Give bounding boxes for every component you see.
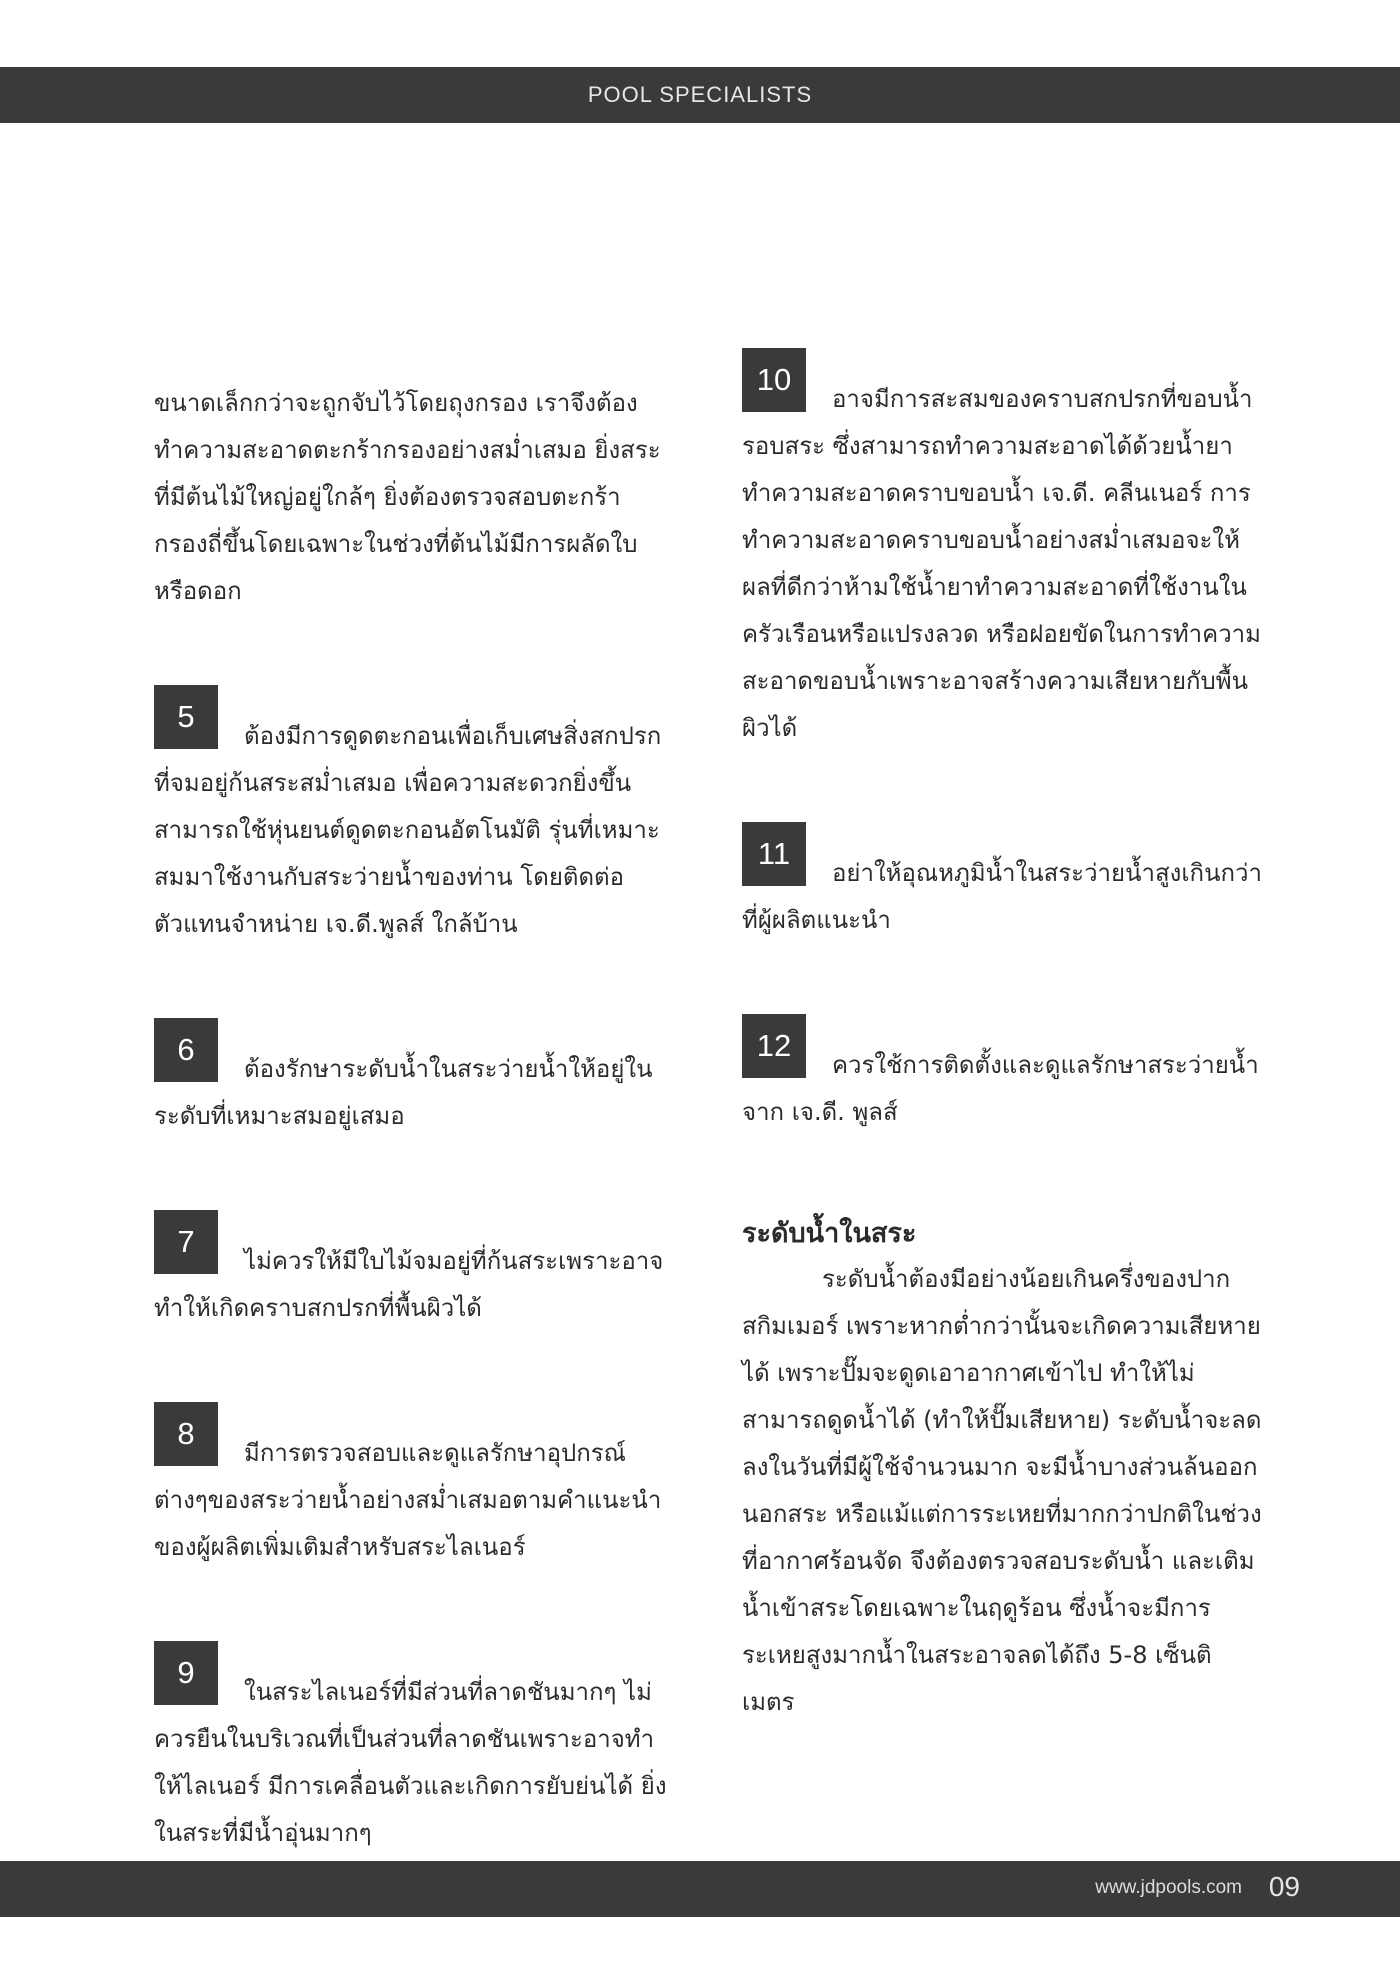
footer-band	[0, 1861, 1400, 1917]
list-item-6	[154, 1018, 674, 1140]
section-body: ระดับน้ำต้องมีอย่างน้อยเกินครึ่งของปากสกิมเมอร์ เพราะหากต่ำกว่านั้นจะเกิดความเสียหายได้ เพราะปั๊มจะดูดเอาอากาศเข้าไป ทำให้ไม่สามารถดูดน้ำได้ (ทำให้ปั๊มเสียหาย) ระดับน้ำจะลดลงในวันที่มีผู้ใช้จำนวนมาก จะมีน้ำบางส่วนล้นออกนอกสระ หรือแม้แต่การระเหยที่มากกว่าปกติในช่วงที่อากาศร้อนจัด จึงต้องตรวจสอบระดับน้ำ และเติมน้ำเข้าสระโดยเฉพาะในฤดูร้อน ซึ่งน้ำจะมีการระเหยสูงมากน้ำในสระอาจลดได้ถึง 5-8 เซ็นติเมตร	[742, 1265, 1262, 1716]
item-number-badge: 7	[154, 1210, 218, 1274]
item-number-badge: 6	[154, 1018, 218, 1082]
list-item-10	[742, 348, 1262, 752]
left-column	[154, 380, 674, 1857]
item-number-badge: 12	[742, 1014, 806, 1078]
item-text: ต้องมีการดูดตะกอนเพื่อเก็บเศษสิ่งสกปรกที่จมอยู่ก้นสระสม่ำเสมอ เพื่อความสะดวกยิ่งขึ้น สามารถใช้หุ่นยนต์ดูดตะกอนอัตโนมัติ รุ่นที่เหมาะสมมาใช้งานกับสระว่ายน้ำของท่าน โดยติดต่อตัวแทนจำหน่าย เจ.ดี.พูลส์ ใกล้บ้าน	[154, 722, 662, 938]
item-text: ในสระไลเนอร์ที่มีส่วนที่ลาดชันมากๆ ไม่ควรยืนในบริเวณที่เป็นส่วนที่ลาดชันเพราะอาจทำให้ไลเนอร์ มีการเคลื่อนตัวและเกิดการยับย่นได้ ยิ่งในสระที่มีน้ำอุ่นมากๆ	[154, 1678, 667, 1847]
list-item-7	[154, 1210, 674, 1332]
item-text: ต้องรักษาระดับน้ำในสระว่ายน้ำให้อยู่ในระดับที่เหมาะสมอยู่เสมอ	[154, 1055, 653, 1130]
list-item-9	[154, 1641, 674, 1857]
header-band	[0, 67, 1400, 123]
item-number-badge: 5	[154, 685, 218, 749]
list-item-11	[742, 822, 1262, 944]
list-item-8	[154, 1402, 674, 1571]
item-number-badge: 9	[154, 1641, 218, 1705]
header-title: POOL SPECIALISTS	[587, 82, 813, 107]
item-text: ควรใช้การติดตั้งและดูแลรักษาสระว่ายน้ำ จาก เจ.ดี. พูลส์	[742, 1051, 1259, 1126]
list-item-12	[742, 1014, 1262, 1136]
item-text: ไม่ควรให้มีใบไม้จมอยู่ที่ก้นสระเพราะอาจทำให้เกิดคราบสกปรกที่พื้นผิวได้	[154, 1247, 664, 1322]
section-heading: ระดับน้ำในสระ	[742, 1218, 917, 1249]
item-text: อย่าให้อุณหภูมิน้ำในสระว่ายน้ำสูงเกินกว่าที่ผู้ผลิตแนะนำ	[742, 859, 1262, 934]
item-text: อาจมีการสะสมของคราบสกปรกที่ขอบน้ำรอบสระ ซึ่งสามารถทำความสะอาดได้ด้วยน้ำยาทำความสะอาดคราบขอบน้ำ เจ.ดี. คลีนเนอร์ การทำความสะอาดคราบขอบน้ำอย่างสม่ำเสมอจะให้ผลที่ดีกว่าห้ามใช้น้ำยาทำความสะอาดที่ใช้งานในครัวเรือนหรือแปรงลวด หรือฝอยขัดในการทำความสะอาดขอบน้ำเพราะอาจสร้างความเสียหายกับพื้นผิวได้	[742, 385, 1261, 742]
right-column	[742, 348, 1262, 1726]
page-number: 09	[1268, 1871, 1300, 1902]
item-number-badge: 11	[742, 822, 806, 886]
list-item-5	[154, 685, 674, 948]
intro-paragraph: ขนาดเล็กกว่าจะถูกจับไว้โดยถุงกรอง เราจึงต้องทำความสะอาดตะกร้ากรองอย่างสม่ำเสมอ ยิ่งสระที่มีต้นไม้ใหญ่อยู่ใกล้ๆ ยิ่งต้องตรวจสอบตะกร้ากรองถี่ขึ้นโดยเฉพาะในช่วงที่ต้นไม้มีการผลัดใบ หรือดอก	[154, 389, 661, 605]
footer-url[interactable]: www.jdpools.com	[1095, 1877, 1242, 1898]
item-number-badge: 8	[154, 1402, 218, 1466]
item-text: มีการตรวจสอบและดูแลรักษาอุปกรณ์ต่างๆของสระว่ายน้ำอย่างสม่ำเสมอตามคำแนะนำของผู้ผลิตเพิ่มเติมสำหรับสระไลเนอร์	[154, 1439, 662, 1561]
item-number-badge: 10	[742, 348, 806, 412]
